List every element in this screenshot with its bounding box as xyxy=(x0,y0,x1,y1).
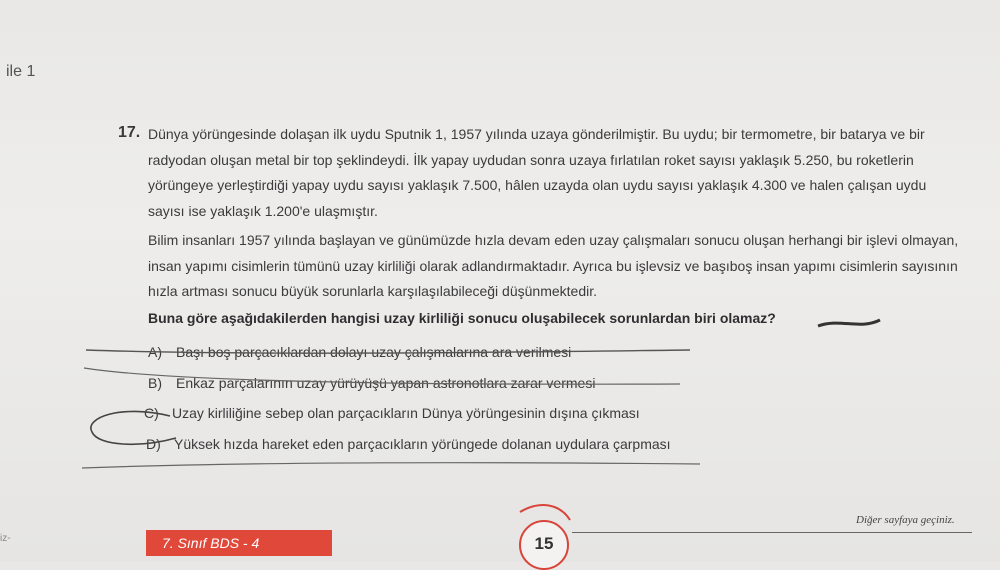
option-letter: B) xyxy=(148,375,162,391)
footer-book-label: 7. Sınıf BDS - 4 xyxy=(146,530,332,556)
side-mark: iz- xyxy=(0,533,11,544)
next-page-note: Diğer sayfaya geçiniz. xyxy=(856,514,955,526)
question-number: 17. xyxy=(118,124,141,141)
pen-underline-olamaz xyxy=(818,320,880,326)
option-letter: C) xyxy=(144,405,159,421)
option-text: Yüksek hızda hareket eden parçacıkların yörüngede dolanan uydulara çarpması xyxy=(174,436,671,452)
question-paragraph-2: Bilim insanları 1957 yılında başlayan ve günümüzde hızla devam eden uzay çalışmaları sonucu oluşan herhangi bir işlevi olmayan, insan yapımı cisimlerin tümünü uzay kirliliği olarak adlandırmaktadır. Ayrıca bu işlevsiz ve başıboş insan yapımı cisimlerin sayısının hızla artması sonucu büyük sorunlarla karşılaşılabileceği düşünmektedir. xyxy=(148,232,959,299)
page-number: 15 xyxy=(519,520,569,570)
pen-curve-page xyxy=(520,505,570,520)
option-letter: D) xyxy=(146,436,161,452)
pen-line-a xyxy=(86,350,690,353)
option-letter: A) xyxy=(148,344,162,360)
question-paragraph-1: Dünya yörüngesinde dolaşan ilk uydu Sputnik 1, 1957 yılında uzaya gönderilmiştir. Bu uydu; bir termometre, bir batarya ve bir radyodan oluşan metal bir top şeklindeydi. İlk yapay uydudan sonra uzaya fırlatılan roket sayısı yaklaşık 5.250, bu roketlerin yörüngeye yerleştirdiği yapay uydu sayısı yaklaşık 7.500, hâlen uzayda olan uydu sayısı yaklaşık 4.300 ve halen çalışan uydu sayısı ise yaklaşık 1.200'e ulaşmıştır. xyxy=(148,126,927,219)
pen-line-d xyxy=(82,463,700,468)
footer-rule xyxy=(572,532,972,533)
question-stem: Buna göre aşağıdakilerden hangisi uzay kirliliği sonucu oluşabilecek sorunlardan biri olamaz? xyxy=(148,310,776,326)
option-text: Uzay kirliliğine sebep olan parçacıkların Dünya yörüngesinin dışına çıkması xyxy=(172,405,640,421)
option-text: Başı boş parçacıklardan dolayı uzay çalışmalarına ara verilmesi xyxy=(176,344,572,360)
side-label: ile 1 xyxy=(6,63,36,80)
option-text: Enkaz parçalarının uzay yürüyüşü yapan astronotlara zarar vermesi xyxy=(176,375,596,391)
pen-scribble-c xyxy=(91,411,176,444)
pen-line-b xyxy=(84,368,680,384)
